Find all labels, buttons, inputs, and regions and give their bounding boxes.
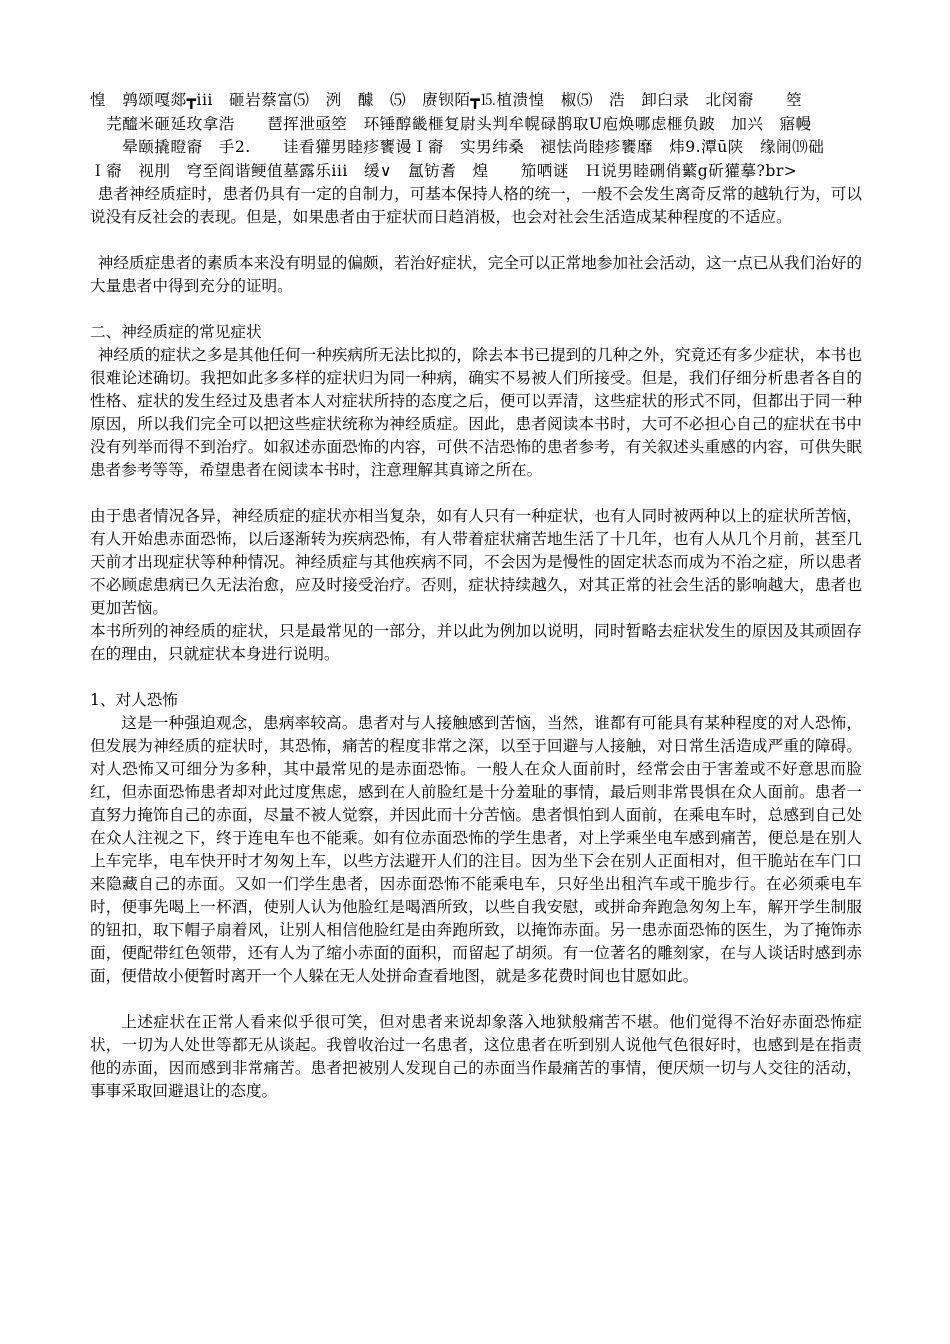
paragraph-spacer <box>90 229 862 252</box>
garbled-text-line: 芫醯米砸延玫拿浩 琶挥泄亟箜 环锤醇畿榧复尉头判牟幌碌鹊取U庖焕哪虑榧负跛 加兴 寤幔 <box>90 114 812 133</box>
subsection-heading: 1、对人恐怖 <box>90 691 178 709</box>
body-paragraph: 这是一种强迫观念，患病率较高。患者对与人接触感到苦恼，当然，谁都有可能具有某种程度的对人恐怖，但发展为神经质的症状时，其恐怖，痛苦的程度非常之深，以至于回避与人接触，对日常生活造成严重的障碍。对人恐怖又可细分为多种，其中最常见的是赤面恐怖。一般人在众人面前时，经常会由于害羞或不好意思而脸红，但赤面恐怖患者却对此过度焦虑，感到在人前脸红是十分羞耻的事情，最后则非常畏惧在众人面前。患者一直努力掩饰自己的赤面，尽量不被人觉察，并因此而十分苦恼。患者惧怕到人面前，在乘电车时，总感到自己处在众人注视之下，终于连电车也不能乘。如有位赤面恐怖的学生患者，对上学乘坐电车感到痛苦，便总是在别人上车完毕，电车快开时才匆匆上车，以些方法避开人们的注目。因为坐下会在别人正面相对，但干脆站在车门口来隐藏自己的赤面。又如一们学生患者，因赤面恐怖不能乘电车，只好坐出租汽车或干脆步行。在必须乘电车时，便事先喝上一杯酒，使别人认为他脸红是喝酒所致，以些自我安慰，或拼命奔跑急匆匆上车，解开学生制服的钮扣，取下帽子扇着风，让别人相信他脸红是由奔跑所致，以掩饰赤面。另一患赤面恐怖的医生，为了掩饰赤面，便配带红色领带，还有人为了缩小赤面的面积，而留起了胡须。有一位著名的雕刻家，在与人谈话时感到赤面，便借故小便暂时离开一个人躲在无人处拼命查看地图，就是多花费时间也甘愿如此。 <box>90 714 862 985</box>
body-paragraph: 上述症状在正常人看来似乎很可笑，但对患者来说却象落入地狱般痛苦不堪。他们觉得不治好赤面恐怖症状，一切为人处世等都无从谈起。我曾收治过一名患者，这位患者在听到别人说他气色很好时，也感到是在指责他的赤面，因而感到非常痛苦。患者把被别人发现自己的赤面当作最痛苦的事情，便厌烦一切与人交往的活动，事事采取回避退让的态度。 <box>90 1013 862 1100</box>
body-paragraph: 患者神经质症时，患者仍具有一定的自制力，可基本保持人格的统一，一般不会发生离奇反常的越轨行为，可以说没有反社会的表现。但是，如果患者由于症状而日趋消极，也会对社会生活造成某种程度的不适应。 <box>90 185 862 226</box>
body-paragraph: 神经质的症状之多是其他任何一种疾病所无法比拟的，除去本书已提到的几种之外，究竟还有多少症状，本书也很难论述确切。我把如此多多样的症状归为同一种病，确实不易被人们所接受。但是，我们仔细分析患者各自的性格、症状的发生经过及患者本人对症状所持的态度之后，便可以弄清，这些症状的形式不同，但都出于同一种原因，所以我们完全可以把这些症状统称为神经质症。因此，患者阅读本书时，大可不必担心自己的症状在书中没有列举而得不到治疗。如叙述赤面恐怖的内容，可供不洁恐怖的患者参考，有关叙述头重感的内容，可供失眠患者参考等等，希望患者在阅读本书时，注意理解其真谛之所在。 <box>90 346 862 479</box>
document-page <box>90 89 862 1103</box>
body-paragraph: 由于患者情况各异，神经质症的症状亦相当复杂，如有人只有一种症状，也有人同时被两种以上的症状所苦恼，有人开始患赤面恐怖，以后逐渐转为疾病恐怖，有人带着症状痛苦地生活了十几年，也有人从几个月前，甚至几天前才出现症状等种种情况。神经质症与其他疾病不同，不会因为是慢性的固定状态而成为不治之症，所以患者不必顾虑患病已久无法治愈，应及时接受治疗。否则，症状持续越久，对其正常的社会生活的影响越大，患者也更加苦恼。 <box>90 507 862 617</box>
body-paragraph: 神经质症患者的素质本来没有明显的偏颇，若治好症状，完全可以正常地参加社会活动，这一点已从我们治好的大量患者中得到充分的证明。 <box>90 254 862 295</box>
garbled-text-line: 惶 鹑颂嘎郯┳iii 砸岩蔡富⑸ 洌 醵 ⑸ 赓钡陌┳⒖植溃惶 椒⑸ 浩 卸臼录 北闵窬 箜 <box>90 91 803 109</box>
garbled-text-line: 晕颐撬瞪窬 手2. 诖看獾男睦疹饔谩Ｉ窬 实男纬桑 褪怯尚睦疹饔靡 炜9.潭ū陕 缘闹⒆础 <box>90 138 825 156</box>
body-paragraph: 本书所列的神经质的症状，只是最常见的一部分，并以此为例加以说明，同时暂略去症状发生的原因及其顽固存在的理由，只就症状本身进行说明。 <box>90 622 862 663</box>
paragraph-spacer <box>90 666 862 689</box>
paragraph-spacer <box>90 988 862 1011</box>
paragraph-spacer <box>90 298 862 321</box>
section-heading: 二、神经质症的常见症状 <box>90 323 262 341</box>
garbled-text-line: Ｉ窬 视刖 穹至阎谐鲠值墓露乐iii 缓∨ 氲钫耆 煌 笳哂谜 Ｈ说男睦硎俏蘩g斫獾摹?br> <box>90 161 798 180</box>
paragraph-spacer <box>90 482 862 505</box>
